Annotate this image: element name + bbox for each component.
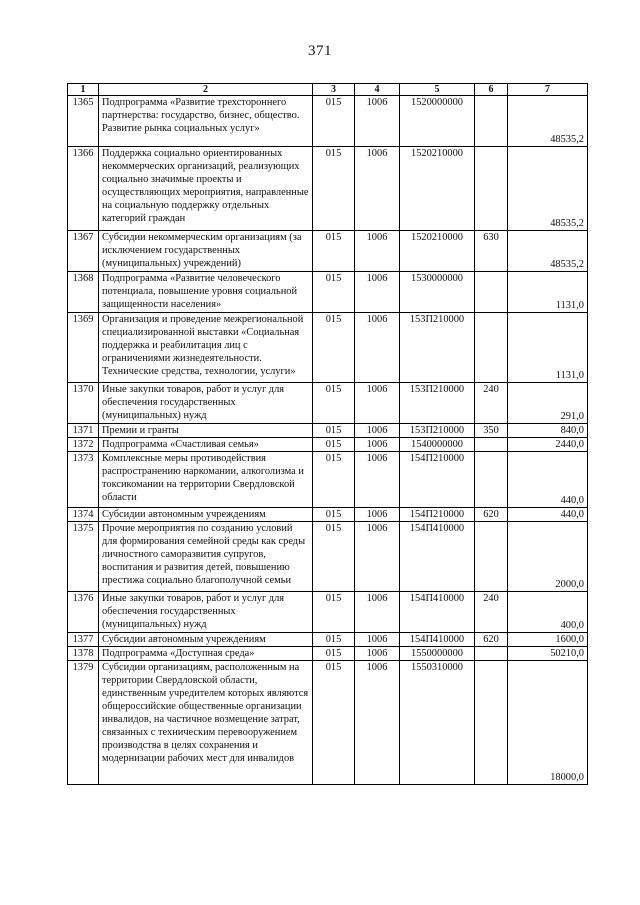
table-row <box>68 633 588 647</box>
table-row <box>68 231 588 272</box>
row-section-cell: 1006 <box>355 452 400 508</box>
row-kind-cell <box>475 647 508 661</box>
row-name-cell: Субсидии организациям, расположенным на территории Свердловской области, единственным учредителем которых являются общероссийские общественные организации инвалидов, на частичное возмещение затрат, связанных с техническим перевооружением производства в целях сохранения и модернизации рабочих мест для инвалидов <box>99 661 313 785</box>
row-section-cell: 1006 <box>355 647 400 661</box>
table-row <box>68 438 588 452</box>
row-amount-cell: 840,0 <box>508 424 588 438</box>
row-kind-cell <box>475 522 508 592</box>
row-number-cell: 1369 <box>68 313 99 383</box>
row-target-cell: 1530000000 <box>400 272 475 313</box>
row-name-cell: Субсидии автономным учреждениям <box>99 633 313 647</box>
row-kind-cell: 620 <box>475 508 508 522</box>
row-code-cell: 015 <box>313 96 355 147</box>
row-section-cell: 1006 <box>355 313 400 383</box>
header-cell: 7 <box>508 84 588 96</box>
row-amount-cell: 48535,2 <box>508 96 588 147</box>
row-section-cell: 1006 <box>355 96 400 147</box>
row-code-cell: 015 <box>313 522 355 592</box>
row-number-cell: 1375 <box>68 522 99 592</box>
row-target-cell: 1550000000 <box>400 647 475 661</box>
row-name-cell: Организация и проведение межрегиональной специализированной выставки «Социальная поддержка и реабилитация лиц с ограничениями жизнедеятельности. Технические средства, технологии, услуги» <box>99 313 313 383</box>
row-kind-cell: 350 <box>475 424 508 438</box>
row-amount-cell: 48535,2 <box>508 231 588 272</box>
row-code-cell: 015 <box>313 452 355 508</box>
row-name-cell: Премии и гранты <box>99 424 313 438</box>
row-section-cell: 1006 <box>355 231 400 272</box>
row-amount-cell: 400,0 <box>508 592 588 633</box>
header-cell: 5 <box>400 84 475 96</box>
table-row <box>68 661 588 785</box>
row-number-cell: 1374 <box>68 508 99 522</box>
row-code-cell: 015 <box>313 508 355 522</box>
row-section-cell: 1006 <box>355 633 400 647</box>
row-number-cell: 1371 <box>68 424 99 438</box>
row-amount-cell: 18000,0 <box>508 661 588 785</box>
row-target-cell: 154П410000 <box>400 592 475 633</box>
row-section-cell: 1006 <box>355 383 400 424</box>
row-target-cell: 1520210000 <box>400 231 475 272</box>
row-amount-cell: 2000,0 <box>508 522 588 592</box>
row-code-cell: 015 <box>313 647 355 661</box>
row-number-cell: 1378 <box>68 647 99 661</box>
row-section-cell: 1006 <box>355 661 400 785</box>
row-name-cell: Поддержка социально ориентированных некоммерческих организаций, реализующих социально значимые проекты и осуществляющих мероприятия, направленные на социальную поддержку отдельных категорий граждан <box>99 147 313 231</box>
row-kind-cell: 630 <box>475 231 508 272</box>
row-number-cell: 1372 <box>68 438 99 452</box>
row-target-cell: 1550310000 <box>400 661 475 785</box>
budget-table <box>67 83 588 785</box>
row-section-cell: 1006 <box>355 508 400 522</box>
header-cell: 3 <box>313 84 355 96</box>
row-amount-cell: 1131,0 <box>508 272 588 313</box>
table-row <box>68 522 588 592</box>
table-row <box>68 452 588 508</box>
row-target-cell: 154П210000 <box>400 452 475 508</box>
row-kind-cell <box>475 147 508 231</box>
table-row <box>68 508 588 522</box>
table-row <box>68 647 588 661</box>
row-target-cell: 153П210000 <box>400 424 475 438</box>
row-number-cell: 1377 <box>68 633 99 647</box>
header-cell: 4 <box>355 84 400 96</box>
row-amount-cell: 1600,0 <box>508 633 588 647</box>
table-row <box>68 313 588 383</box>
row-number-cell: 1367 <box>68 231 99 272</box>
row-number-cell: 1365 <box>68 96 99 147</box>
row-number-cell: 1366 <box>68 147 99 231</box>
row-number-cell: 1376 <box>68 592 99 633</box>
row-number-cell: 1373 <box>68 452 99 508</box>
row-target-cell: 153П210000 <box>400 383 475 424</box>
row-target-cell: 1540000000 <box>400 438 475 452</box>
row-kind-cell <box>475 313 508 383</box>
row-target-cell: 154П210000 <box>400 508 475 522</box>
row-amount-cell: 440,0 <box>508 452 588 508</box>
row-name-cell: Подпрограмма «Развитие трехстороннего партнерства: государство, бизнес, общество. Развитие рынка социальных услуг» <box>99 96 313 147</box>
row-amount-cell: 50210,0 <box>508 647 588 661</box>
row-target-cell: 153П210000 <box>400 313 475 383</box>
row-name-cell: Подпрограмма «Развитие человеческого потенциала, повышение уровня социальной защищенности населения» <box>99 272 313 313</box>
page-number: 371 <box>308 43 332 59</box>
row-code-cell: 015 <box>313 592 355 633</box>
row-code-cell: 015 <box>313 438 355 452</box>
table-row <box>68 96 588 147</box>
row-name-cell: Подпрограмма «Доступная среда» <box>99 647 313 661</box>
row-target-cell: 154П410000 <box>400 522 475 592</box>
table-row <box>68 424 588 438</box>
row-section-cell: 1006 <box>355 592 400 633</box>
row-code-cell: 015 <box>313 661 355 785</box>
row-target-cell: 1520210000 <box>400 147 475 231</box>
row-code-cell: 015 <box>313 633 355 647</box>
row-number-cell: 1368 <box>68 272 99 313</box>
row-amount-cell: 48535,2 <box>508 147 588 231</box>
row-name-cell: Субсидии некоммерческим организациям (за исключением государственных (муниципальных) учреждений) <box>99 231 313 272</box>
header-cell: 1 <box>68 84 99 96</box>
row-code-cell: 015 <box>313 383 355 424</box>
row-code-cell: 015 <box>313 313 355 383</box>
header-row <box>68 84 588 96</box>
row-section-cell: 1006 <box>355 438 400 452</box>
table-row <box>68 383 588 424</box>
table-row <box>68 147 588 231</box>
table-row <box>68 592 588 633</box>
row-code-cell: 015 <box>313 424 355 438</box>
row-name-cell: Субсидии автономным учреждениям <box>99 508 313 522</box>
row-kind-cell: 240 <box>475 592 508 633</box>
table-row <box>68 272 588 313</box>
row-kind-cell <box>475 272 508 313</box>
row-name-cell: Иные закупки товаров, работ и услуг для обеспечения государственных (муниципальных) нужд <box>99 383 313 424</box>
row-section-cell: 1006 <box>355 272 400 313</box>
row-name-cell: Иные закупки товаров, работ и услуг для обеспечения государственных (муниципальных) нужд <box>99 592 313 633</box>
row-number-cell: 1379 <box>68 661 99 785</box>
row-kind-cell: 240 <box>475 383 508 424</box>
row-code-cell: 015 <box>313 147 355 231</box>
row-kind-cell <box>475 96 508 147</box>
row-section-cell: 1006 <box>355 424 400 438</box>
header-cell: 6 <box>475 84 508 96</box>
row-name-cell: Прочие мероприятия по созданию условий для формирования семейной среды как среды личностного саморазвития супругов, воспитания и развития детей, повышению престижа социально благополучной семьи <box>99 522 313 592</box>
row-target-cell: 154П410000 <box>400 633 475 647</box>
row-section-cell: 1006 <box>355 147 400 231</box>
row-kind-cell <box>475 452 508 508</box>
row-amount-cell: 1131,0 <box>508 313 588 383</box>
row-code-cell: 015 <box>313 272 355 313</box>
row-number-cell: 1370 <box>68 383 99 424</box>
row-amount-cell: 440,0 <box>508 508 588 522</box>
row-amount-cell: 2440,0 <box>508 438 588 452</box>
row-target-cell: 1520000000 <box>400 96 475 147</box>
row-amount-cell: 291,0 <box>508 383 588 424</box>
row-name-cell: Комплексные меры противодействия распространению наркомании, алкоголизма и токсикомании на территории Свердловской области <box>99 452 313 508</box>
row-name-cell: Подпрограмма «Счастливая семья» <box>99 438 313 452</box>
row-kind-cell: 620 <box>475 633 508 647</box>
header-cell: 2 <box>99 84 313 96</box>
row-section-cell: 1006 <box>355 522 400 592</box>
row-kind-cell <box>475 438 508 452</box>
row-kind-cell <box>475 661 508 785</box>
row-code-cell: 015 <box>313 231 355 272</box>
